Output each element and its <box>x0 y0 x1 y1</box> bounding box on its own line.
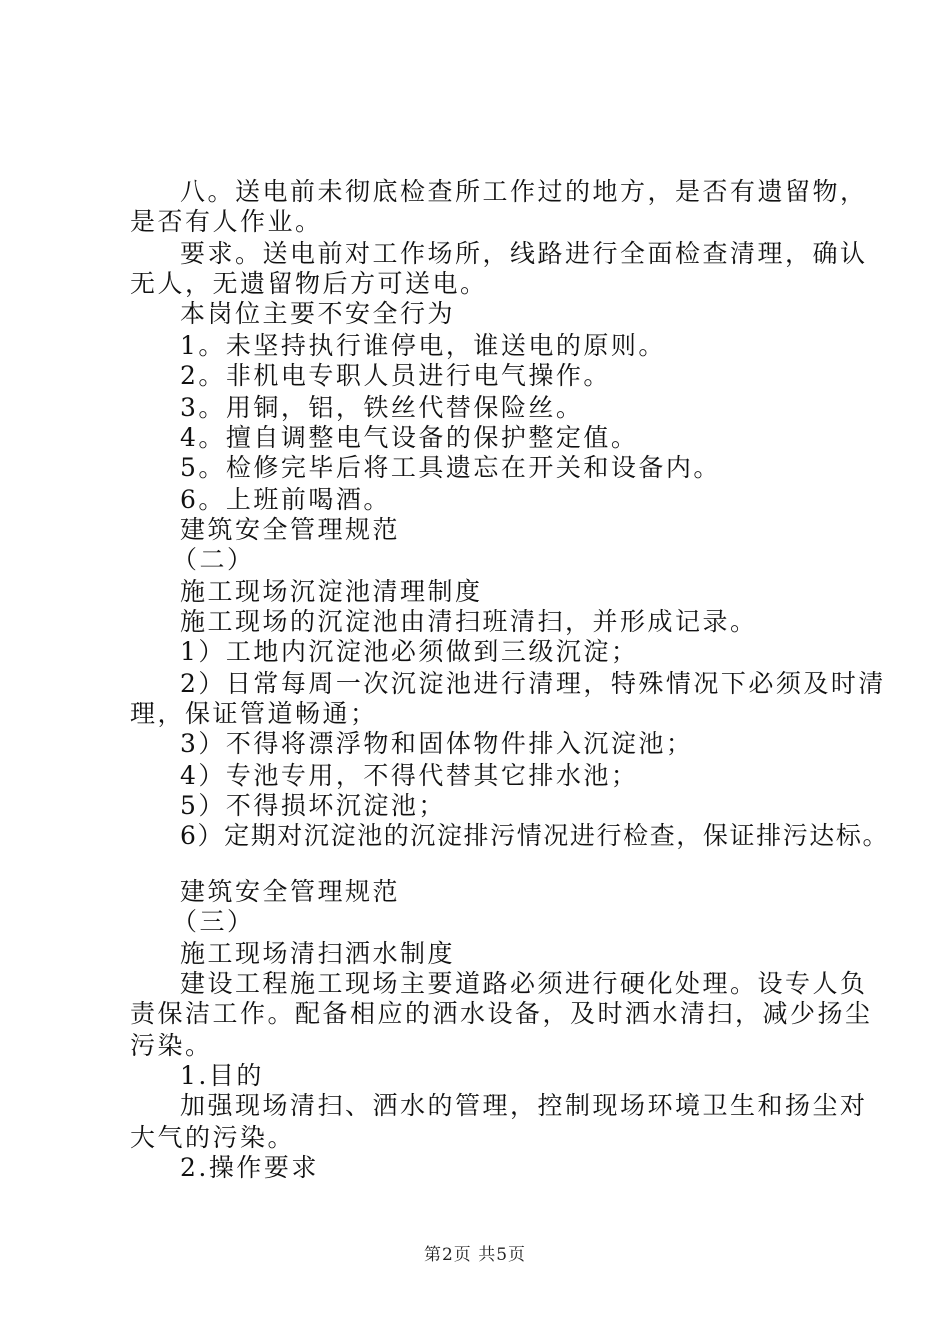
text-line: 施工现场清扫洒水制度 <box>180 939 456 968</box>
text-line: 污染。 <box>130 1031 213 1060</box>
text-line: 加强现场清扫、洒水的管理，控制现场环境卫生和扬尘对 <box>180 1091 868 1120</box>
text-line: 是否有人作业。 <box>130 207 323 236</box>
text-line: 八。送电前未彻底检查所工作过的地方，是否有遗留物， <box>180 177 868 206</box>
text-line: 理，保证管道畅通； <box>130 699 378 728</box>
text-line: 无人，无遗留物后方可送电。 <box>130 269 488 298</box>
text-line: 1.目的 <box>180 1061 264 1090</box>
section-heading: 建筑安全管理规范 <box>180 877 401 906</box>
text-line: 2。非机电专职人员进行电气操作。 <box>180 361 611 390</box>
text-line: 大气的污染。 <box>130 1123 296 1152</box>
section-subheading: （二） <box>172 545 255 574</box>
text-line: 5。检修完毕后将工具遗忘在开关和设备内。 <box>180 453 721 482</box>
text-line: 要求。送电前对工作场所，线路进行全面检查清理，确认 <box>180 239 868 268</box>
text-line: 1）工地内沉淀池必须做到三级沉淀； <box>180 637 639 666</box>
text-line: 施工现场沉淀池清理制度 <box>180 577 483 606</box>
text-line: 2.操作要求 <box>180 1153 319 1182</box>
section-heading: 建筑安全管理规范 <box>180 515 401 544</box>
text-line: 责保洁工作。配备相应的洒水设备，及时洒水清扫，减少扬尘 <box>130 999 873 1028</box>
page-footer: 第2页 共5页 <box>423 1245 527 1265</box>
text-line: 建设工程施工现场主要道路必须进行硬化处理。设专人负 <box>180 969 868 998</box>
text-line: 5）不得损坏沉淀池； <box>180 791 446 820</box>
text-line: 2）日常每周一次沉淀池进行清理，特殊情况下必须及时清 <box>180 669 886 698</box>
text-line: 3。用铜，铝，铁丝代替保险丝。 <box>180 393 584 422</box>
text-line: 1。未坚持执行谁停电，谁送电的原则。 <box>180 331 666 360</box>
section-subheading: （三） <box>172 907 255 936</box>
text-line: 6。上班前喝酒。 <box>180 485 391 514</box>
text-line: 4）专池专用，不得代替其它排水池； <box>180 761 639 790</box>
text-line: 本岗位主要不安全行为 <box>180 299 456 328</box>
text-line: 4。擅自调整电气设备的保护整定值。 <box>180 423 639 452</box>
text-line: 3）不得将漂浮物和固体物件排入沉淀池； <box>180 729 694 758</box>
text-line: 施工现场的沉淀池由清扫班清扫，并形成记录。 <box>180 607 758 636</box>
text-line: 6）定期对沉淀池的沉淀排污情况进行检查，保证排污达标。 <box>180 821 890 850</box>
